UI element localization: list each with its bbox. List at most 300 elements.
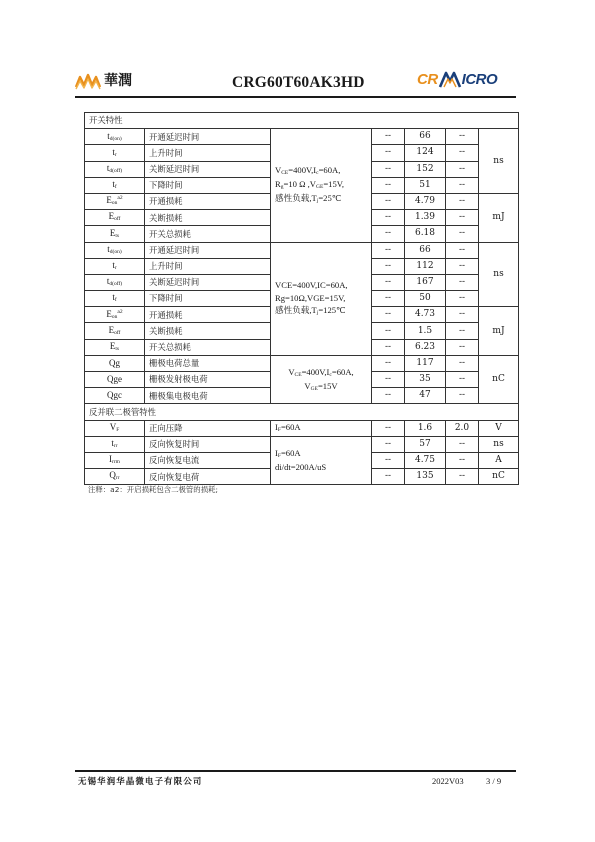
unit-cell [479,452,519,468]
max-value: -- [458,357,466,368]
typ-cell [405,307,446,323]
symbol-subscript: on [111,200,118,207]
parameter-name: 正向压降 [149,422,183,433]
parameter-name: 上升时间 [149,147,183,158]
footer-page-number: 3 / 9 [486,776,502,786]
parameter-name-cell [145,372,271,388]
typ-value: 6.23 [414,341,436,352]
symbol-cell [85,307,145,323]
min-value: -- [384,471,392,482]
min-value: -- [384,196,392,207]
typ-cell [405,226,446,242]
condition-text: 感性负载,T [275,193,317,204]
parameter-name: 关断损耗 [149,325,183,336]
symbol-subscript: rr [115,475,120,482]
max-cell [446,129,479,145]
parameter-name-cell [145,323,271,339]
table-row [85,129,519,145]
symbol-base: t [106,162,110,173]
max-cell [446,177,479,193]
section-title: 反并联二极管特性 [89,406,156,417]
test-condition-cell [271,355,372,404]
symbol-base: t [107,243,110,254]
parameter-name-cell [145,291,271,307]
max-cell [446,323,479,339]
max-value: -- [458,179,466,190]
condition-text: Rg=10Ω,VGE=15V, [275,292,346,303]
min-cell [372,210,405,226]
max-cell [446,339,479,355]
symbol-subscript: r [114,151,117,158]
parameter-name-cell [145,274,271,290]
max-value: -- [458,455,466,466]
min-value: -- [384,422,392,433]
typ-cell [405,129,446,145]
parameter-name-cell [145,177,271,193]
symbol-cell [85,420,145,436]
mountain-m-icon [438,70,462,88]
condition-line [275,279,371,291]
parameter-name-cell [145,129,271,145]
min-cell [372,177,405,193]
max-value: -- [458,309,466,320]
symbol-subscript: ts [115,345,120,352]
typ-cell [405,388,446,404]
typ-cell [405,323,446,339]
symbol-cell [85,177,145,193]
unit-value: mJ [492,212,505,223]
typ-value: 117 [416,357,434,368]
symbol-subscript: on [111,313,118,320]
symbol-base: Qge [107,374,122,385]
symbol-cell [85,291,145,307]
min-cell [372,307,405,323]
symbol-cell [85,242,145,258]
test-condition-cell [271,242,372,355]
min-value: -- [384,390,392,401]
condition-text: R [275,179,281,190]
min-cell [372,258,405,274]
condition-text: =60A [280,422,301,433]
condition-text: =25℃ [318,193,342,204]
max-cell [446,420,479,436]
symbol-subscript: f [114,297,117,304]
page-header [75,66,515,94]
symbol-cell [85,372,145,388]
parameter-name: 开通损耗 [149,196,183,207]
max-value: 2.0 [454,422,470,433]
condition-subscript: F [277,427,281,434]
condition-line [271,366,371,380]
symbol-subscript: off [114,329,121,336]
max-value: -- [458,147,466,158]
max-value: -- [458,228,466,239]
unit-value: ns [493,438,504,449]
min-value: -- [384,179,392,190]
parameter-name: 关断延迟时间 [149,163,200,174]
unit-value: nC [492,471,505,482]
max-value: -- [458,244,466,255]
parameter-name: 开通延迟时间 [149,244,200,255]
symbol-base: I [109,454,113,465]
condition-text: di/dt=200A/uS [275,462,327,473]
condition-subscript: j [316,198,319,205]
max-cell [446,355,479,371]
max-cell [446,258,479,274]
condition-subscript: GE [315,184,324,191]
parameter-name-cell [145,420,271,436]
typ-cell [405,161,446,177]
typ-value: 152 [416,163,434,174]
parameter-name: 开通延迟时间 [149,131,200,142]
condition-text: =10 Ω ,V [283,179,316,190]
max-cell [446,388,479,404]
symbol-subscript: r [114,265,117,272]
condition-text: V [304,380,311,391]
min-value: -- [384,309,392,320]
symbol-cell [85,210,145,226]
min-cell [372,323,405,339]
symbol-superscript: a2 [117,195,123,202]
min-cell [372,274,405,290]
symbol-base: t [111,438,114,449]
symbol-cell [85,258,145,274]
typ-cell [405,372,446,388]
symbol-base: t [112,292,115,303]
parameter-name-cell [145,145,271,161]
typ-cell [405,291,446,307]
min-cell [372,161,405,177]
condition-subscript: c [329,371,332,378]
max-cell [446,210,479,226]
max-cell [446,242,479,258]
max-value: -- [458,325,466,336]
typ-cell [405,145,446,161]
symbol-cell [85,436,145,452]
max-cell [446,452,479,468]
typ-value: 1.6 [417,422,433,433]
typ-cell [405,193,446,209]
condition-text: =60A [280,448,301,459]
unit-value: V [495,422,502,433]
max-cell [446,469,479,485]
max-cell [446,226,479,242]
max-value: -- [458,471,466,482]
symbol-subscript: rr [113,443,118,450]
symbol-base: t [107,130,110,141]
condition-line [275,178,371,192]
condition-subscript: g [280,184,284,191]
condition-text: 感性负载,T [275,305,317,316]
unit-cell [479,307,519,356]
min-value: -- [384,163,392,174]
unit-value: ns [493,155,504,166]
symbol-subscript: d(off) [109,281,123,288]
section-title: 开关特性 [89,115,123,126]
footer-divider [75,770,516,772]
footer-version: 2022V03 [432,776,464,786]
max-value: -- [458,293,466,304]
max-value: -- [458,163,466,174]
symbol-base: t [112,260,115,271]
condition-text: =60A, [331,366,354,377]
unit-value: mJ [492,325,505,336]
symbol-base: Qgc [107,390,122,401]
max-cell [446,145,479,161]
min-value: -- [384,147,392,158]
max-cell [446,161,479,177]
typ-cell [405,210,446,226]
condition-line [275,292,371,304]
logo-icro-text: ICRO [461,70,498,88]
unit-value: ns [493,268,504,279]
symbol-cell [85,129,145,145]
unit-value: A [495,455,502,466]
min-value: -- [384,228,392,239]
symbol-base: E [108,324,115,335]
parameter-name-cell [145,339,271,355]
condition-subscript: GE [310,385,318,392]
typ-value: 51 [419,179,431,190]
min-value: -- [384,260,392,271]
min-cell [372,420,405,436]
condition-line [275,461,371,473]
company-logo [75,68,132,92]
symbol-cell [85,274,145,290]
unit-cell [479,420,519,436]
condition-text: =60A, [318,165,341,176]
unit-cell [479,355,519,404]
parameter-name-cell [145,258,271,274]
condition-line [275,304,371,318]
symbol-cell [85,469,145,485]
symbol-cell [85,145,145,161]
parameter-name: 反向恢复电流 [149,455,200,466]
max-value: -- [458,212,466,223]
symbol-cell [85,339,145,355]
typ-cell [405,420,446,436]
condition-line [275,421,371,435]
symbol-cell [85,193,145,209]
unit-cell [479,129,519,194]
condition-subscript: c [316,170,319,177]
typ-value: 1.5 [417,325,433,336]
parameter-name-cell [145,388,271,404]
min-value: -- [384,455,392,466]
parameter-name-cell [145,436,271,452]
condition-subscript: CE [281,170,289,177]
condition-subscript: CE [294,371,302,378]
condition-text: V [288,366,295,377]
condition-line [275,447,371,461]
parameter-name: 关断损耗 [149,212,183,223]
max-cell [446,193,479,209]
section-title-cell [85,404,519,420]
condition-line [271,380,371,394]
max-value: -- [458,196,466,207]
min-value: -- [384,357,392,368]
typ-value: 4.75 [414,455,436,466]
parameter-name: 反向恢复时间 [149,439,200,450]
typ-cell [405,274,446,290]
min-cell [372,145,405,161]
condition-text: I [275,448,278,459]
logo-cr-text: CR [417,70,438,88]
condition-line [275,192,371,206]
parameter-name: 上升时间 [149,261,183,272]
min-cell [372,388,405,404]
max-cell [446,307,479,323]
typ-value: 50 [419,293,431,304]
brand-name: 華潤 [104,73,132,89]
min-cell [372,436,405,452]
typ-cell [405,242,446,258]
max-value: -- [458,390,466,401]
test-condition-cell [271,436,372,485]
typ-cell [405,436,446,452]
section-row [85,113,519,129]
section-row [85,404,519,420]
parameter-name-cell [145,469,271,485]
min-value: -- [384,341,392,352]
max-value: -- [458,131,466,142]
symbol-base: t [106,276,110,287]
max-value: -- [458,260,466,271]
typ-cell [405,258,446,274]
typ-cell [405,355,446,371]
symbol-subscript: d(on) [109,135,122,142]
min-value: -- [384,293,392,304]
unit-cell [479,242,519,307]
parameter-name-cell [145,242,271,258]
parameter-name-cell [145,161,271,177]
condition-text: =15V [317,380,338,391]
condition-subscript: F [277,453,281,460]
symbol-cell [85,355,145,371]
dynamic-characteristics-table [84,112,519,485]
typ-value: 57 [419,438,431,449]
typ-value: 112 [416,260,434,271]
typ-cell [405,469,446,485]
symbol-subscript: f [114,184,117,191]
parameter-name: 栅极集电极电荷 [149,390,208,401]
condition-text: =125℃ [318,305,346,316]
min-cell [372,372,405,388]
typ-value: 167 [416,276,434,287]
typ-value: 4.73 [414,309,436,320]
typ-value: 6.18 [414,228,436,239]
condition-text: =15V, [323,179,344,190]
test-condition-cell [271,420,372,436]
condition-text: =400V,I [301,366,330,377]
symbol-base: E [109,227,116,238]
symbol-base: Qg [109,357,120,368]
min-cell [372,291,405,307]
min-cell [372,242,405,258]
max-cell [446,372,479,388]
table-row [85,420,519,436]
max-cell [446,274,479,290]
symbol-base: E [109,340,116,351]
condition-line [275,164,371,178]
symbol-base: Q [109,470,116,481]
section-title-cell [85,113,519,129]
typ-cell [405,177,446,193]
typ-value: 124 [416,147,434,158]
parameter-name: 下降时间 [149,293,183,304]
parameter-name-cell [145,452,271,468]
symbol-subscript: F [116,426,120,433]
typ-cell [405,452,446,468]
table-row [85,355,519,371]
unit-cell [479,469,519,485]
table-row [85,436,519,452]
parameter-name-cell [145,210,271,226]
header-divider [75,96,516,98]
parameter-name: 开通损耗 [149,309,183,320]
min-cell [372,193,405,209]
typ-value: 35 [419,374,431,385]
max-cell [446,436,479,452]
parameter-name-cell [145,307,271,323]
min-cell [372,129,405,145]
typ-value: 135 [416,471,434,482]
condition-text: V [275,165,282,176]
symbol-base: E [106,195,112,206]
parameter-name: 栅极电荷总量 [149,358,200,369]
wave-logo-icon [75,70,101,90]
symbol-subscript: d(off) [109,167,123,174]
parameter-name: 下降时间 [149,180,183,191]
max-value: -- [458,276,466,287]
min-value: -- [384,276,392,287]
parameter-name: 开关总损耗 [149,342,191,353]
min-value: -- [384,131,392,142]
symbol-cell [85,226,145,242]
condition-text: =400V,I [288,165,317,176]
typ-value: 66 [419,244,431,255]
table-row [85,242,519,258]
condition-text: I [275,422,278,433]
footer-company-name: 无锡华润华晶微电子有限公司 [78,776,203,786]
unit-cell [479,193,519,242]
symbol-base: E [106,308,112,319]
typ-cell [405,339,446,355]
min-cell [372,355,405,371]
max-value: -- [458,341,466,352]
max-value: -- [458,374,466,385]
min-cell [372,452,405,468]
min-value: -- [384,438,392,449]
symbol-cell [85,388,145,404]
test-condition-cell [271,129,372,242]
typ-value: 4.79 [414,196,436,207]
min-cell [372,226,405,242]
parameter-name-cell [145,226,271,242]
symbol-subscript: d(on) [109,248,122,255]
symbol-subscript: ts [115,232,120,239]
symbol-subscript: rrm [112,459,120,466]
max-cell [446,291,479,307]
symbol-base: t [112,179,115,190]
min-value: -- [384,244,392,255]
typ-value: 47 [419,390,431,401]
symbol-base: t [112,146,115,157]
parameter-name-cell [145,193,271,209]
parameter-name-cell [145,355,271,371]
symbol-base: E [108,211,115,222]
unit-cell [479,436,519,452]
